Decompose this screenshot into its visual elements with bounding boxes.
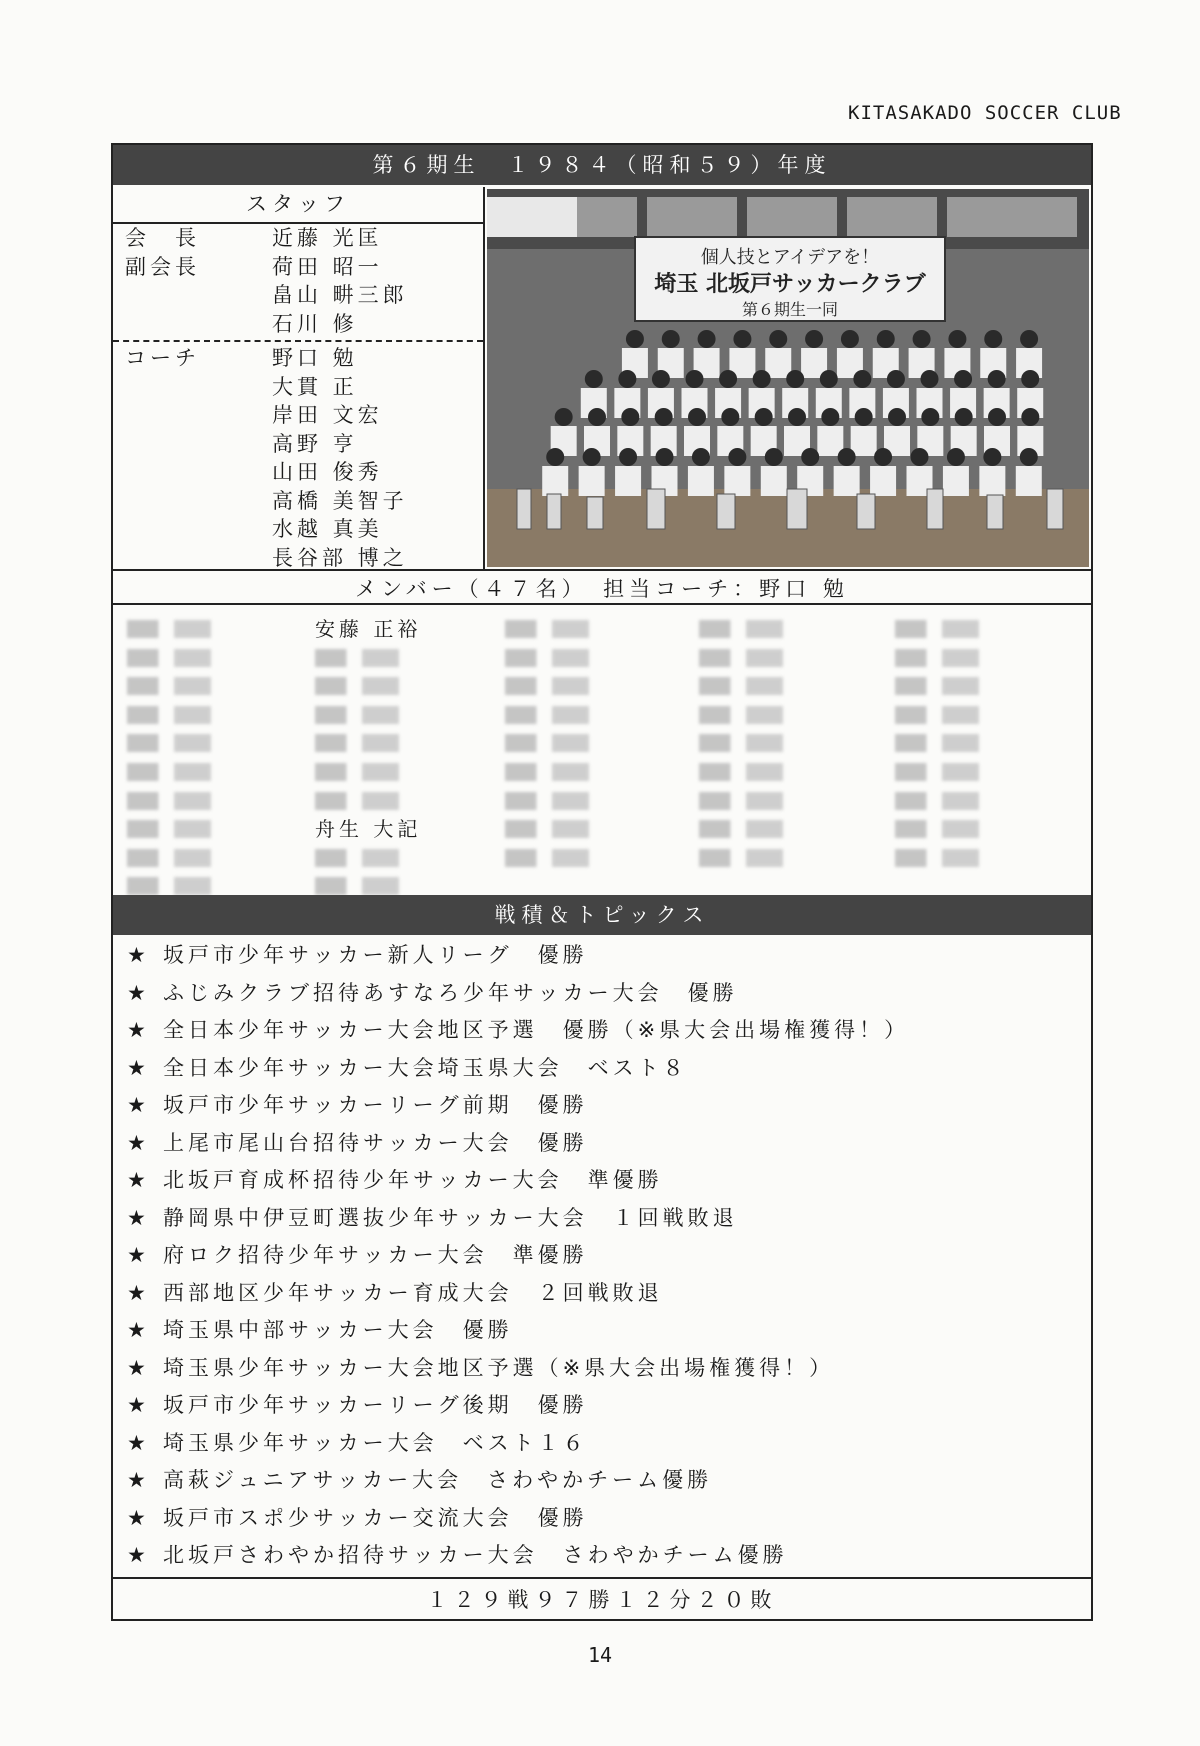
member-name [895,844,1000,873]
staff-name: 野口 勉 [272,346,358,370]
blurred-name [699,706,804,724]
banner-text-3: 第６期生一同 [741,300,839,319]
player-head [655,408,673,426]
topic-text: ふじみクラブ招待あすなろ少年サッカー大会 優勝 [163,980,738,1005]
blurred-name [127,734,232,752]
blurred-name [895,792,1000,810]
player-head [698,330,716,348]
staff-title: スタッフ [113,187,483,224]
blurred-name [315,677,420,695]
blurred-name [505,649,610,667]
player-head [688,408,706,426]
blurred-name [315,877,420,895]
player-head [769,330,787,348]
blurred-name [895,620,1000,638]
topic-text: 坂戸市少年サッカー新人リーグ 優勝 [163,943,588,967]
topic-text: 埼玉県少年サッカー大会 ベスト１６ [163,1430,588,1455]
player-head [841,330,859,348]
staff-row [113,224,483,253]
star-icon: ★ [127,1505,150,1530]
staff-name: 近藤 光匡 [272,226,383,250]
player-body [979,466,1005,496]
member-name [699,787,804,816]
members-column [505,615,610,872]
blurred-name [127,620,232,638]
member-name: 安藤 正裕 [315,617,422,641]
player-head [874,448,892,466]
star-icon: ★ [127,1205,150,1230]
topic-text: 高萩ジュニアサッカー大会 さわやかチーム優勝 [163,1468,713,1492]
player-head [588,408,606,426]
member-name [895,644,1000,673]
player-head [955,408,973,426]
topic-item [113,1275,1091,1313]
player-body [724,466,750,496]
member-name [315,758,421,787]
staff-name: 長谷部 博之 [272,545,408,570]
blurred-name [315,706,420,724]
player-head [788,408,806,426]
player-body [615,466,641,496]
blurred-name [895,820,1000,838]
member-name [127,815,232,844]
topic-item [113,1462,1091,1500]
blurred-name [127,849,232,867]
player-head [662,330,680,348]
player-head [1020,448,1038,466]
blurred-name [505,849,610,867]
player-head [1021,408,1039,426]
staff-row [113,373,483,402]
star-icon: ★ [127,1280,150,1305]
blurred-name [127,792,232,810]
player-head [733,330,751,348]
player-body [1016,466,1042,496]
member-name [505,615,610,644]
member-name [505,701,610,730]
blurred-name [699,849,804,867]
member-name [505,644,610,673]
staff-row [113,515,483,544]
blurred-name [699,734,804,752]
player-head [686,370,704,388]
player-head [1020,330,1038,348]
member-name [315,644,421,673]
blurred-name [127,877,232,895]
player-body [870,466,896,496]
staff-row [113,344,483,373]
player-body [834,466,860,496]
member-name [895,615,1000,644]
player-body [851,426,877,456]
player-head [786,370,804,388]
player-head [656,448,674,466]
members-header: メンバー（４７名） 担当コーチ：野口 勉 [113,569,1091,605]
player-head [954,370,972,388]
member-name [895,701,1000,730]
topic-item [113,1425,1091,1463]
player-head [855,408,873,426]
season-record: １２９戦９７勝１２分２０敗 [113,1577,1091,1621]
member-name [127,701,232,730]
star-icon: ★ [127,1168,150,1192]
topics-list [113,937,1091,1575]
team-photo [487,189,1089,567]
member-name [895,758,1000,787]
member-name: 舟生 大記 [315,817,422,842]
blurred-name [505,763,610,781]
blurred-name [505,620,610,638]
star-icon: ★ [127,1018,150,1042]
player-body [765,348,791,378]
player-head [983,448,1001,466]
player-head [719,370,737,388]
member-name [315,787,421,816]
blurred-name [127,649,232,667]
member-name [505,672,610,701]
topic-item [113,1387,1091,1425]
member-name [127,844,232,873]
members-column [127,615,232,901]
player-body [943,466,969,496]
staff-row [113,310,483,339]
blurred-name [699,792,804,810]
staff-row [113,281,483,310]
player-head [728,448,746,466]
star-icon: ★ [127,1393,150,1417]
topic-text: 埼玉県中部サッカー大会 優勝 [163,1318,513,1342]
player-head [546,448,564,466]
star-icon: ★ [127,1055,150,1080]
player-head [947,448,965,466]
player-head [801,448,819,466]
topic-text: 全日本少年サッカー大会地区予選 優勝（※県大会出場権獲得！） [163,1018,910,1042]
player-body [542,466,568,496]
blurred-name [895,849,1000,867]
members-column [895,615,1000,872]
team-photo-image [487,189,1089,567]
player-head [988,370,1006,388]
blurred-name [699,820,804,838]
staff-name: 畠山 畊三郎 [272,283,408,307]
star-icon: ★ [127,1093,150,1117]
member-name [895,815,1000,844]
staff-name: 荷田 昭一 [272,254,383,279]
topic-text: 坂戸市少年サッカーリーグ前期 優勝 [163,1093,588,1117]
season-title: 第６期生 １９８４（昭和５９）年度 [113,145,1091,185]
member-name [699,729,804,758]
player-head [585,370,603,388]
star-icon: ★ [127,1355,150,1380]
staff-name: 水越 真美 [272,517,383,541]
staff-row [113,544,483,573]
player-body [817,426,843,456]
member-name [895,787,1000,816]
topic-item [113,1350,1091,1388]
staff-name: 大貫 正 [272,374,358,399]
star-icon: ★ [127,1430,150,1455]
blurred-name [127,763,232,781]
member-name [315,844,421,873]
topic-text: 坂戸市少年サッカーリーグ後期 優勝 [163,1393,588,1417]
topic-text: 西部地区少年サッカー育成大会 ２回戦敗退 [163,1280,663,1305]
member-name [505,844,610,873]
player-head [877,330,895,348]
staff-divider [113,340,483,342]
member-name [127,672,232,701]
blurred-name [505,734,610,752]
topic-item [113,1050,1091,1088]
topic-item [113,1087,1091,1125]
topic-item [113,1012,1091,1050]
members-column [315,615,421,901]
blurred-name [315,649,420,667]
staff-row [113,487,483,516]
player-head [888,408,906,426]
staff-name: 岸田 文宏 [272,403,383,427]
topic-item [113,937,1091,975]
blurred-name [895,734,1000,752]
topic-item [113,1312,1091,1350]
member-name [699,644,804,673]
player-body [688,466,714,496]
star-icon: ★ [127,1318,150,1342]
staff-row [113,458,483,487]
club-name: KITASAKADO SOCCER CLUB [848,102,1122,124]
blurred-name [699,620,804,638]
staff-role: コーチ [125,346,200,370]
staff-row [113,253,483,282]
topic-item [113,1537,1091,1575]
player-head [692,448,710,466]
player-head [921,370,939,388]
player-head [838,448,856,466]
member-name [127,615,232,644]
star-icon: ★ [127,980,150,1005]
blurred-name [699,763,804,781]
blurred-name [127,706,232,724]
member-name [127,644,232,673]
staff-role: 副会長 [125,254,200,279]
topic-item [113,1500,1091,1538]
member-name [895,672,1000,701]
topic-item [113,975,1091,1013]
player-head [755,408,773,426]
player-head [753,370,771,388]
star-icon: ★ [127,1130,150,1155]
player-head [805,330,823,348]
member-name [505,729,610,758]
player-head [621,408,639,426]
member-name [699,815,804,844]
blurred-name [895,706,1000,724]
blurred-name [895,649,1000,667]
player-head [1021,370,1039,388]
season-panel [111,143,1093,1621]
blurred-name [315,734,420,752]
member-name [505,758,610,787]
blurred-name [699,649,804,667]
staff-row [113,401,483,430]
player-head [911,448,929,466]
topic-text: 府ロク招待少年サッカー大会 準優勝 [163,1243,588,1267]
blurred-name [505,792,610,810]
blurred-name [315,763,420,781]
topic-text: 北坂戸さわやか招待サッカー大会 さわやかチーム優勝 [163,1543,788,1567]
player-head [821,408,839,426]
blurred-name [315,792,420,810]
player-head [988,408,1006,426]
player-head [626,330,644,348]
topic-item [113,1162,1091,1200]
star-icon: ★ [127,1468,150,1492]
player-head [853,370,871,388]
player-head [618,370,636,388]
star-icon: ★ [127,1243,150,1267]
player-head [913,330,931,348]
member-name [315,672,421,701]
player-head [984,330,1002,348]
player-body [579,466,605,496]
blurred-name [895,763,1000,781]
blurred-name [895,677,1000,695]
member-name [699,615,804,644]
player-head [583,448,601,466]
member-name [127,729,232,758]
staff-role: 会 長 [125,226,200,250]
staff-list [113,224,483,572]
topic-text: 坂戸市スポ少サッカー交流大会 優勝 [163,1505,588,1530]
topic-item [113,1200,1091,1238]
blurred-name [505,677,610,695]
topic-text: 全日本少年サッカー大会埼玉県大会 ベスト８ [163,1055,688,1080]
blurred-name [127,677,232,695]
blurred-name [505,820,610,838]
player-body [761,466,787,496]
member-name [127,787,232,816]
topic-item [113,1237,1091,1275]
blurred-name [315,849,420,867]
topic-text: 北坂戸育成杯招待少年サッカー大会 準優勝 [163,1168,663,1192]
members-list [113,605,1091,893]
member-name [315,701,421,730]
member-name [699,701,804,730]
player-head [948,330,966,348]
staff-section [113,187,485,569]
member-name [315,729,421,758]
banner-text-2: 埼玉 北坂戸サッカークラブ [654,272,926,297]
staff-name: 石川 修 [272,311,358,336]
blurred-name [699,677,804,695]
player-head [555,408,573,426]
member-name [505,787,610,816]
member-name [699,844,804,873]
player-head [619,448,637,466]
star-icon: ★ [127,1543,150,1567]
topic-text: 静岡県中伊豆町選抜少年サッカー大会 １回戦敗退 [163,1205,738,1230]
player-head [765,448,783,466]
player-head [921,408,939,426]
player-head [820,370,838,388]
members-column [699,615,804,872]
member-name [895,729,1000,758]
member-name [127,758,232,787]
staff-name: 高野 亨 [272,431,358,456]
page-number: 14 [587,1643,613,1667]
player-head [721,408,739,426]
staff-name: 山田 俊秀 [272,460,383,484]
topics-header: 戦積＆トピックス [113,895,1091,935]
player-head [887,370,905,388]
topic-text: 上尾市尾山台招待サッカー大会 優勝 [163,1130,588,1155]
player-head [652,370,670,388]
member-name [699,672,804,701]
banner-text-1: 個人技とアイデアを！ [700,247,880,268]
star-icon: ★ [127,943,150,967]
member-name [505,815,610,844]
staff-name: 高橋 美智子 [272,488,408,513]
topic-item [113,1125,1091,1163]
blurred-name [127,820,232,838]
blurred-name [505,706,610,724]
topic-text: 埼玉県少年サッカー大会地区予選（※県大会出場権獲得！） [163,1355,835,1380]
member-name [699,758,804,787]
staff-row [113,430,483,459]
